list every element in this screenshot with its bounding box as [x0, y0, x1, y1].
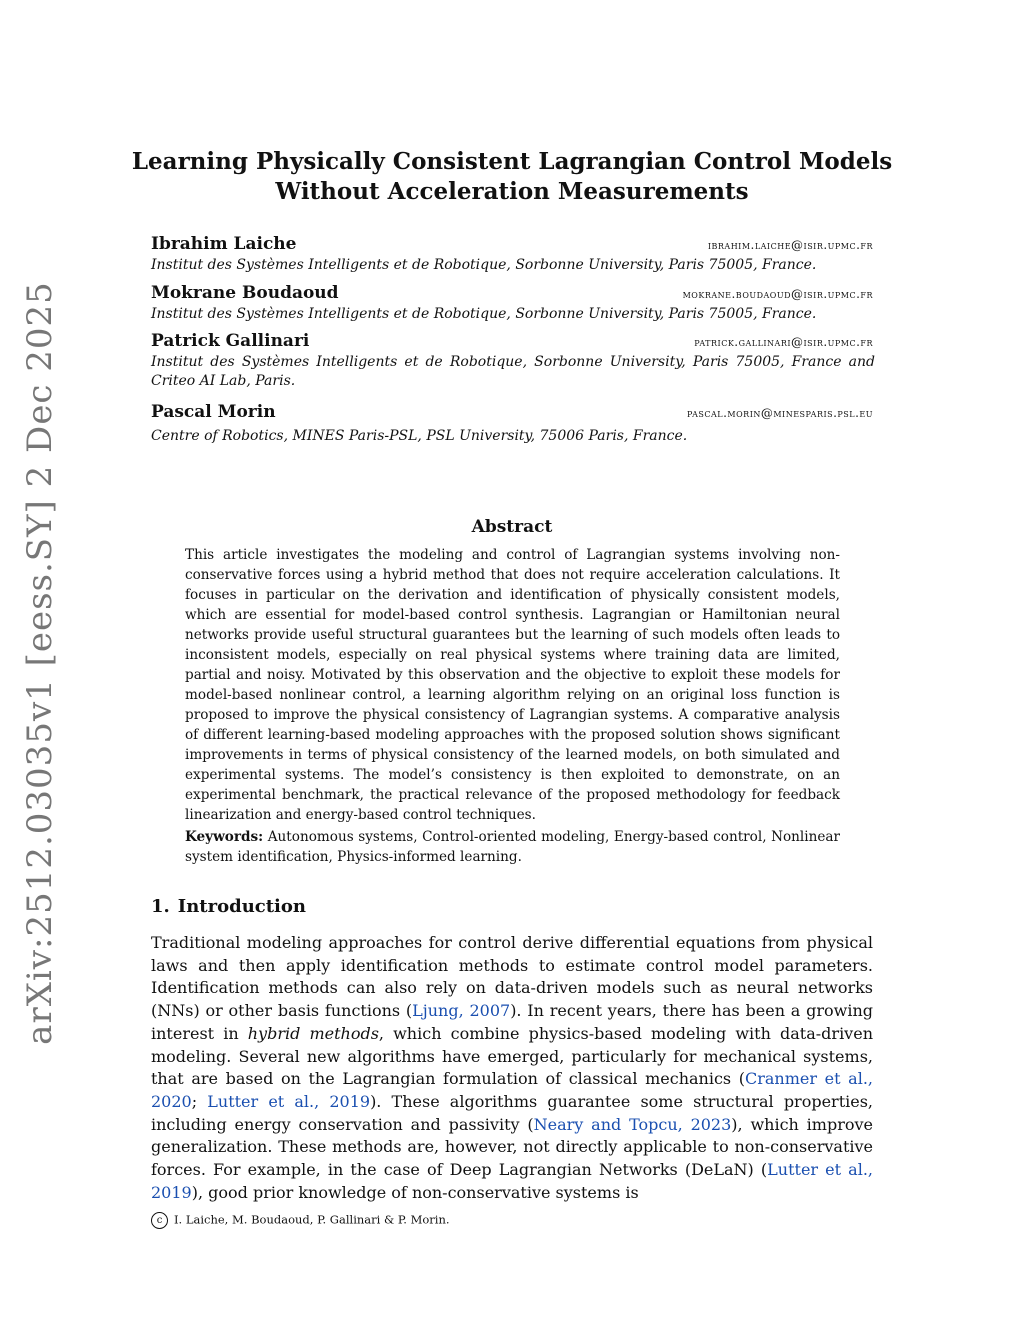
section-heading	[151, 896, 306, 917]
introduction-paragraph	[151, 932, 873, 1204]
author-email[interactable]: patrick.gallinari@isir.upmc.fr	[694, 335, 873, 349]
copyright-text: I. Laiche, M. Boudaoud, P. Gallinari & P. Morin.	[174, 1212, 450, 1227]
arxiv-stamp-text: arXiv:2512.03035v1 [eess.SY] 2 Dec 2025	[20, 281, 60, 1045]
citation-link[interactable]: Neary and Topcu, 2023	[533, 1114, 732, 1134]
text-run: ;	[191, 1091, 208, 1111]
text-run: ), which improve generalization. These methods are, however, not directly applicable to non-conservative forces. For example, in the case of Deep Lagrangian Networks (DeLaN) (	[151, 1114, 873, 1180]
keywords-label: Keywords:	[185, 829, 264, 845]
citation-link[interactable]: Lutter et al., 2019	[151, 1160, 873, 1202]
author-affiliation: Institut des Systèmes Intelligents et de Robotique, Sorbonne University, Paris 75005, France.	[151, 306, 817, 322]
text-run: ). These algorithms guarantee some structural properties, including energy conservation and passivity (	[151, 1091, 874, 1134]
citation-link[interactable]: Lutter et al., 2019	[207, 1091, 371, 1111]
keywords-text: Autonomous systems, Control-oriented modeling, Energy-based control, Nonlinear system identification, Physics-informed learning.	[185, 829, 841, 865]
text-run: Traditional modeling approaches for control derive differential equations from physical laws and then apply identification methods to estimate control model parameters. Identification methods can also rely on data-driven models such as neural networks (NNs) or other basis functions (	[151, 933, 873, 1021]
section-title: Introduction	[177, 896, 306, 917]
emphasis-text: hybrid methods	[247, 1023, 379, 1043]
copyright-footer	[151, 1212, 450, 1229]
author-email[interactable]: pascal.morin@minesparis.psl.eu	[686, 406, 873, 420]
text-run: ), good prior knowledge of non-conservative systems is	[191, 1182, 639, 1202]
author-email[interactable]: mokrane.boudaoud@isir.upmc.fr	[682, 287, 873, 301]
copyright-icon: c	[151, 1212, 168, 1229]
author-name: Patrick Gallinari	[151, 331, 310, 351]
abstract-heading: Abstract	[471, 517, 553, 537]
author-name: Mokrane Boudaoud	[151, 283, 339, 303]
citation-link[interactable]: Cranmer et al., 2020	[151, 1069, 874, 1111]
keywords	[185, 827, 840, 867]
author-name: Pascal Morin	[151, 402, 276, 422]
title-line-2: Without Acceleration Measurements	[275, 178, 749, 205]
citation-link[interactable]: Ljung, 2007	[412, 1001, 511, 1021]
author-name: Ibrahim Laiche	[151, 234, 297, 254]
text-run: , which combine physics-based modeling with data-driven modeling. Several new algorithms have emerged, particularly for mechanical systems, that are based on the Lagrangian formulation of classical mechanics (	[151, 1023, 873, 1089]
paper-title	[120, 147, 904, 207]
author-affiliation: Institut des Systèmes Intelligents et de Robotique, Sorbonne University, Paris 75005, France.	[151, 257, 817, 273]
author-email[interactable]: ibrahim.laiche@isir.upmc.fr	[707, 238, 873, 252]
author-affiliation: Centre of Robotics, MINES Paris-PSL, PSL University, 75006 Paris, France.	[151, 428, 688, 444]
abstract-body: This article investigates the modeling and control of Lagrangian systems involving non-conservative forces using a hybrid method that does not require acceleration calculations. It focuses in particular on the derivation and identification of physically consistent models, which are essential for model-based control synthesis. Lagrangian or Hamiltonian neural networks provide useful structural guarantees but the learning of such models often leads to inconsistent models, especially on real physical systems where training data are limited, partial and noisy. Motivated by this observation and the objective to exploit these models for model-based nonlinear control, a learning algorithm relying on an original loss function is proposed to improve the physical consistency of Lagrangian systems. A comparative analysis of different learning-based modeling approaches with the proposed solution shows significant improvements in terms of physical consistency of the learned models, on both simulated and experimental systems. The model’s consistency is then exploited to demonstrate, on an experimental benchmark, the practical relevance of the proposed methodology for feedback linearization and energy-based control techniques.	[185, 547, 840, 823]
title-line-1: Learning Physically Consistent Lagrangian Control Models	[131, 148, 893, 175]
text-run: ). In recent years, there has been a growing interest in	[151, 1001, 873, 1043]
section-number: 1.	[151, 896, 170, 917]
author-affiliation: Institut des Systèmes Intelligents et de Robotique, Sorbonne University, Paris 75005, France and Criteo AI Lab, Paris.	[151, 354, 875, 389]
